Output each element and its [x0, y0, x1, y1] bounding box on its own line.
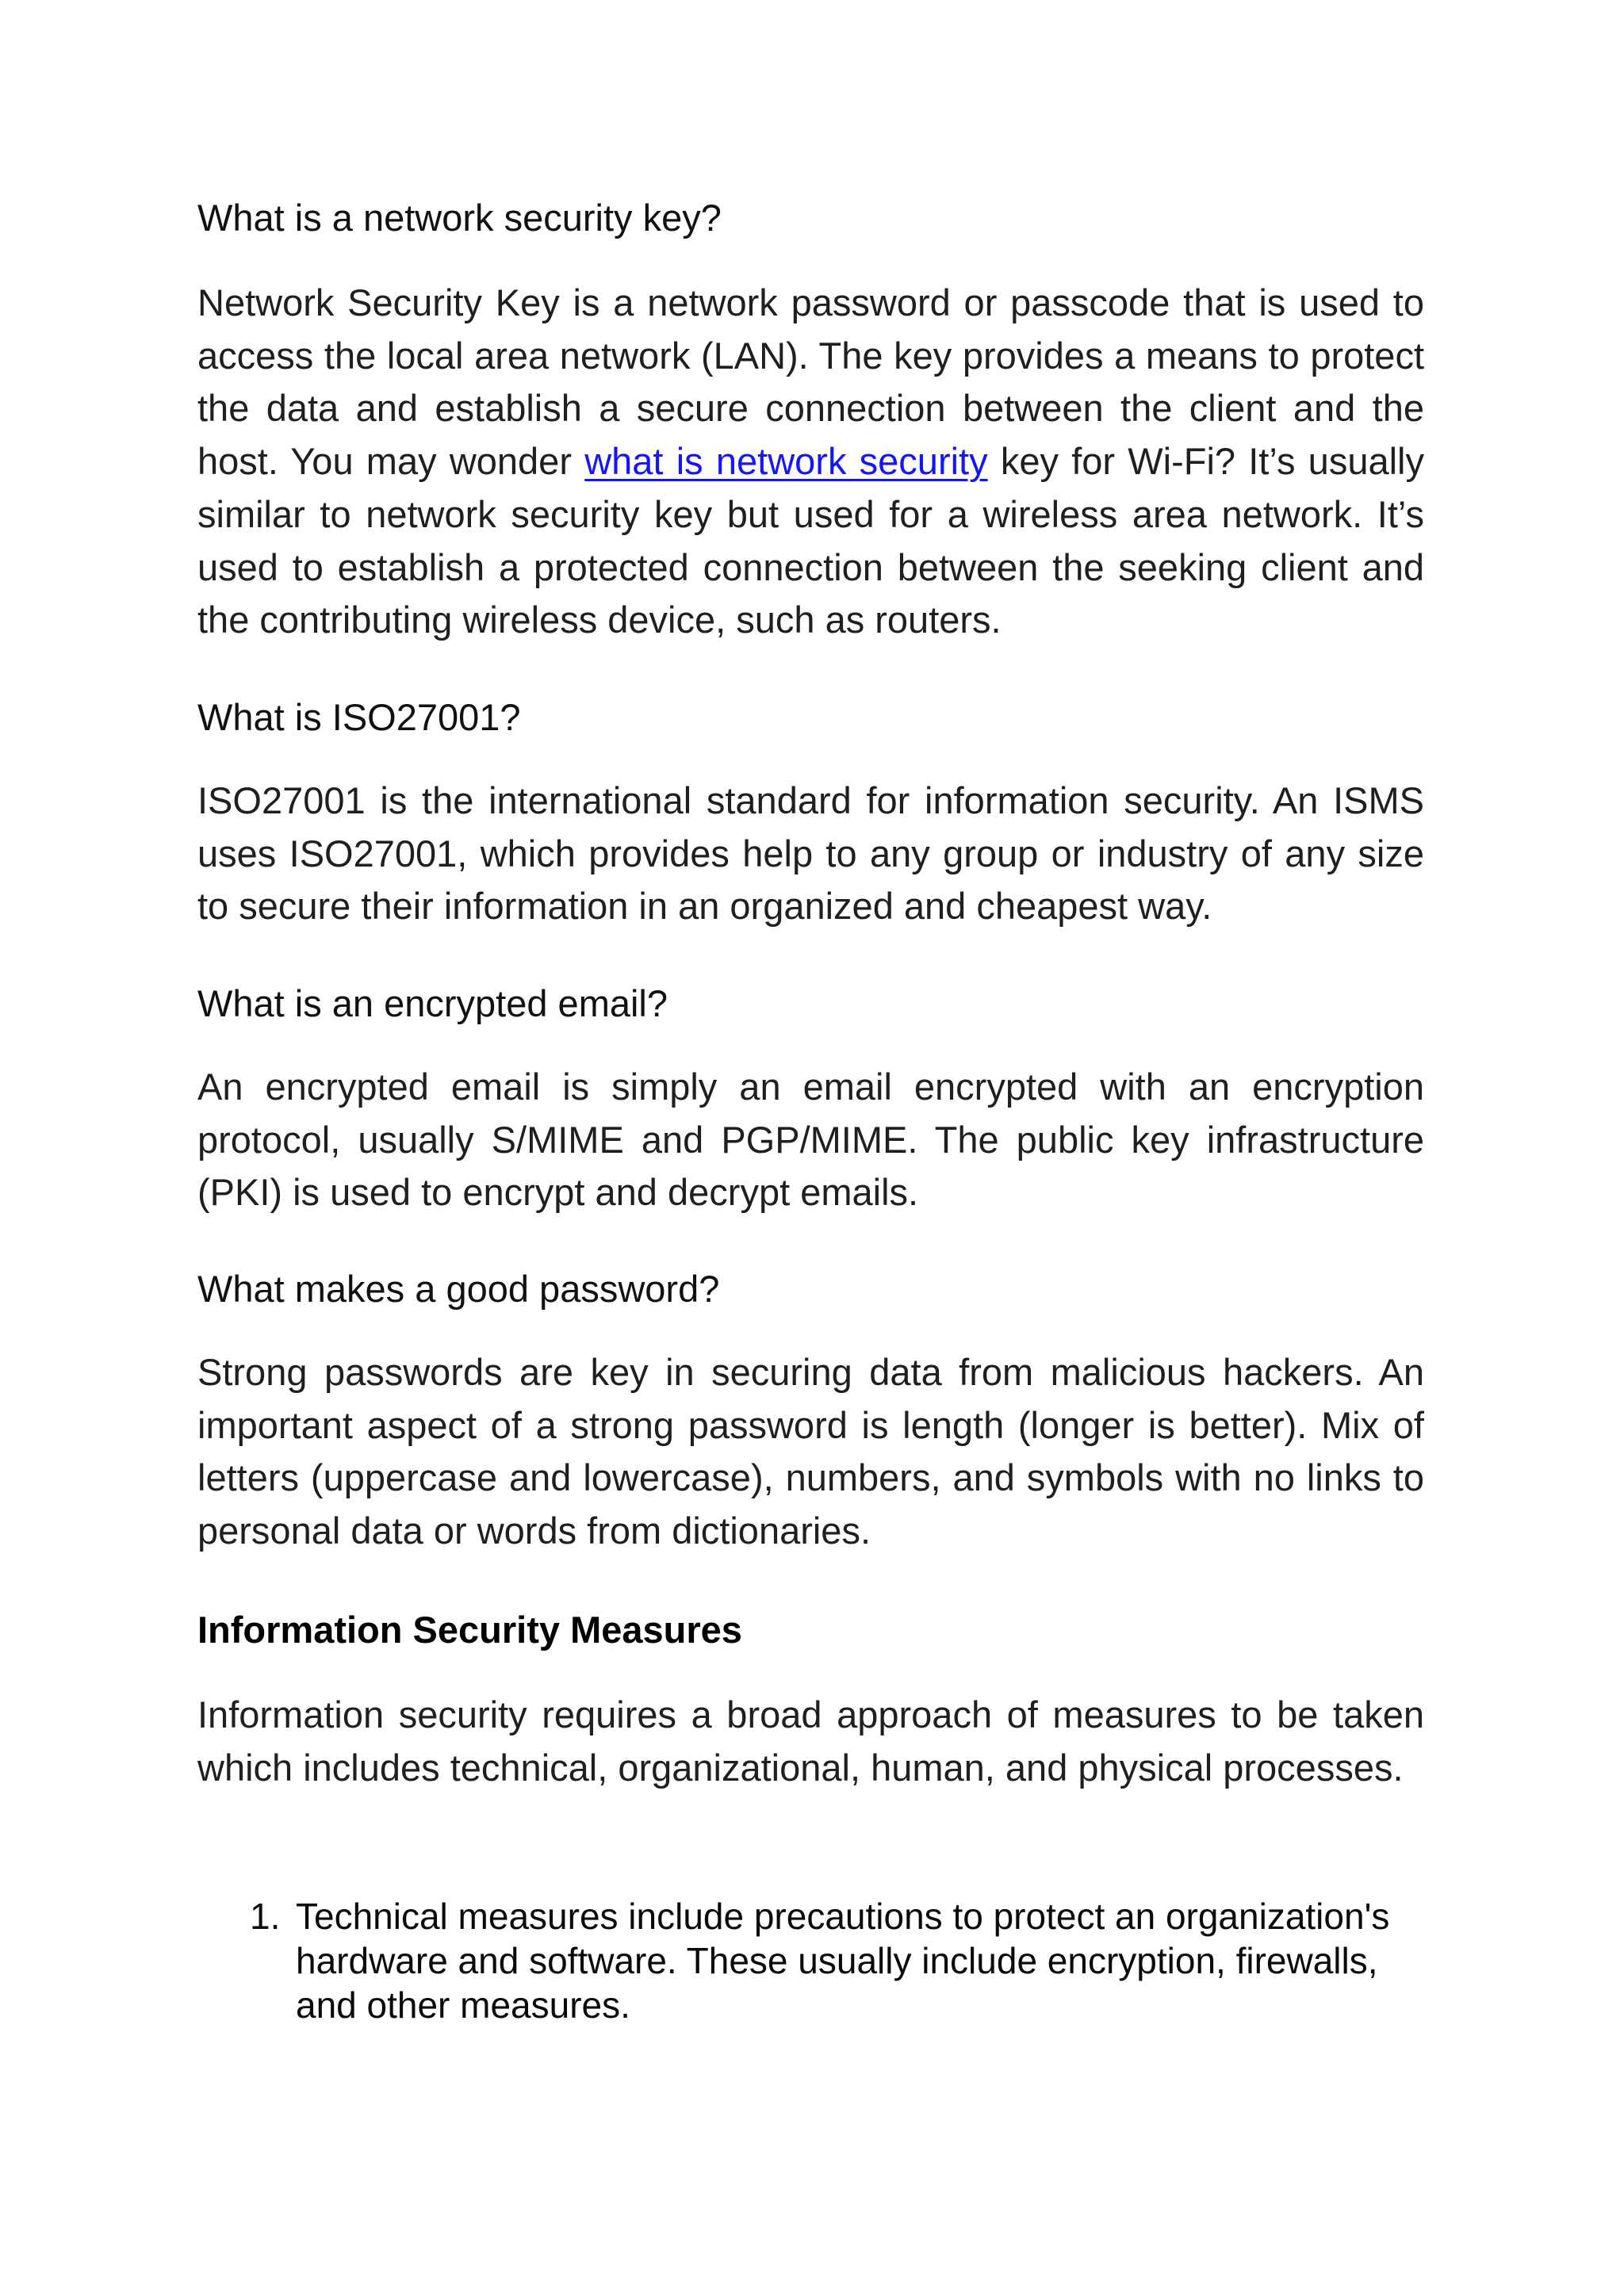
- paragraph-information-security-measures: Information security requires a broad approach of measures to be taken which includes technical, organizational, human, and physical processes.: [197, 1693, 1424, 1789]
- list-item-text: Technical measures include precautions to protect an organization's hardware and software. These usually include encryption, firewalls, and other measures.: [296, 1896, 1390, 2026]
- paragraph-network-security-key: [197, 277, 1424, 647]
- heading-information-security-measures: Information Security Measures: [197, 1609, 742, 1651]
- list-item-technical-measures: [197, 1894, 1427, 2027]
- paragraph-text-after-link: key for Wi-Fi? It’s usually similar to network security key but used for a wireless area network. It’s used to establish a protected connection between the seeking client and the contributing wireless device, such as routers.: [197, 440, 1424, 641]
- heading-encrypted-email: What is an encrypted email?: [197, 982, 668, 1024]
- heading-network-security-key: What is a network security key?: [197, 197, 722, 239]
- paragraph-encrypted-email: An encrypted email is simply an email encrypted with an encryption protocol, usually S/MIME and PGP/MIME. The public key infrastructure (PKI) is used to encrypt and decrypt emails.: [197, 1066, 1424, 1214]
- link-what-is-network-security[interactable]: what is network security: [584, 440, 988, 483]
- measures-list: [197, 1894, 1427, 2027]
- heading-iso27001: What is ISO27001?: [197, 696, 521, 738]
- paragraph-iso27001: ISO27001 is the international standard for information security. An ISMS uses ISO27001, which provides help to any group or industry of any size to secure their information in an organized and cheapest way.: [197, 779, 1424, 928]
- paragraph-text-before-link: Network Security Key is a network password or passcode that is used to access the local area network (LAN). The key provides a means to protect the data and establish a secure connection between the client and the host. You may wonder: [197, 281, 1424, 483]
- paragraph-good-password: Strong passwords are key in securing data from malicious hackers. An important aspect of a strong password is length (longer is better). Mix of letters (uppercase and lowercase), numbers, and symbols with no links to personal data or words from dictionaries.: [197, 1351, 1424, 1552]
- list-item-number: 1.: [250, 1896, 281, 1937]
- heading-good-password: What makes a good password?: [197, 1268, 720, 1310]
